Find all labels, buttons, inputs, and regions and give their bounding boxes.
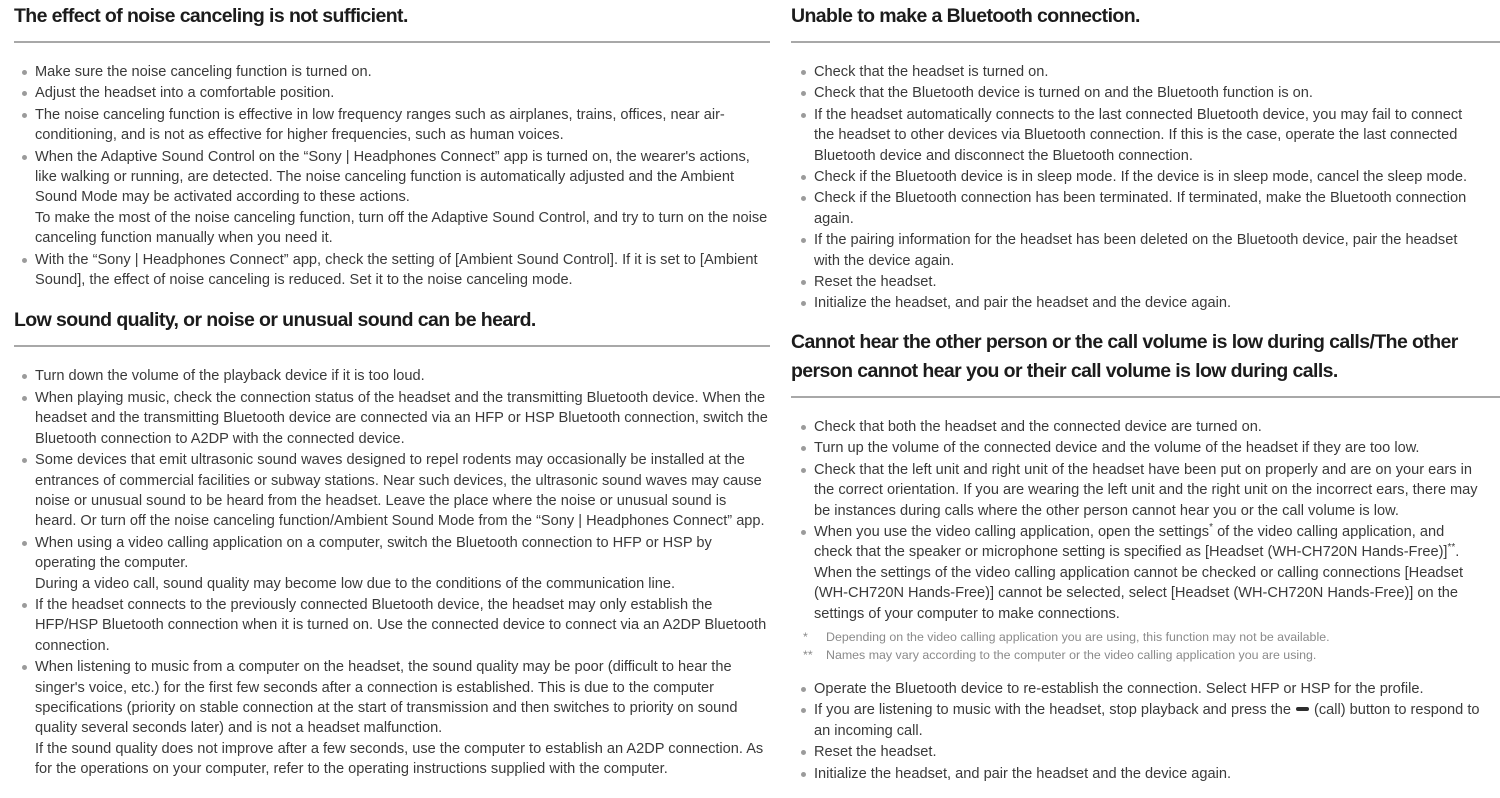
list-item [814,62,1486,82]
bullet-text: Some devices that emit ultrasonic sound waves designed to repel rodents may occasionally be installed at the entrances of commercial facilities or subway stations. Near such devices, the ultrasonic sound waves may cause noise or unusual sound to be heard from the headset. Leave the place where the noise or unusual sound is heard. Or turn off the noise canceling function/Ambient Sound Mode from the “Sony | Headphones Connect” app. [35,452,765,530]
left-column [0,2,770,798]
section-title: Unable to make a Bluetooth connection. [791,5,1140,27]
bullet-text-segment: of the video calling application, and check that the speaker or microphone setting is specified as [Headset (WH-CH720N Hands-Free)] [814,523,1448,561]
footnote-marker: ** [803,648,813,663]
bullet-text: The noise canceling function is effective in low frequency ranges such as airplanes, trains, offices, near air-conditioning, and is not as effective for higher frequencies, such as human voices. [35,106,725,144]
list-item [814,188,1486,229]
bullet-text-segment: When you use the video calling application, open the settings [814,523,1210,540]
list-item [814,293,1486,313]
bullet-text: Adjust the headset into a comfortable position. [35,85,335,102]
bullet-text: Check if the Bluetooth device is in sleep mode. If the device is in sleep mode, cancel the sleep mode. [814,169,1468,186]
section-divider [791,396,1500,398]
bullet-text: Initialize the headset, and pair the headset and the device again. [814,295,1232,312]
section-low-sound-quality [14,306,770,779]
bullet-text: To make the most of the noise canceling function, turn off the Adaptive Sound Control, and try to turn on the noise canceling function manually when you need it. [35,209,768,247]
list-item [35,657,770,779]
footnote-ref-asterisk: * [1209,522,1214,534]
bullet-text [814,700,1486,741]
bullet-list [791,417,1500,784]
footnote [800,628,1486,647]
section-divider [14,41,770,43]
section-noise-canceling-not-sufficient [14,2,770,290]
bullet-text: Turn down the volume of the playback device if it is too loud. [35,368,425,385]
list-item [814,272,1486,292]
list-item [35,366,770,386]
footnote-text: Names may vary according to the computer or the video calling application you are using. [826,648,1317,663]
bullet-text: Check that the headset is turned on. [814,64,1049,80]
bullet-text: Check that the Bluetooth device is turned on and the Bluetooth function is on. [814,85,1313,102]
list-item [814,460,1486,521]
section-title: The effect of noise canceling is not sufficient. [14,5,408,27]
bullet-text-segment: (call) button to respond to an incoming call. [814,702,1480,739]
bullet-text: Reset the headset. [814,274,937,291]
bullet-text: During a video call, sound quality may become low due to the conditions of the communication line. [35,575,676,592]
bullet-list [14,62,770,290]
bullet-text: If the pairing information for the headset has been deleted on the Bluetooth device, pair the headset with the device again. [814,232,1458,269]
list-item [35,83,770,103]
list-item [814,167,1486,187]
section-unable-bluetooth-connection [791,2,1500,314]
list-item [814,742,1486,762]
footnotes [800,628,1486,665]
list-item-call-button [814,700,1486,741]
call-button-icon [1296,707,1309,711]
footnote [800,646,1486,665]
bullet-text: Reset the headset. [814,744,937,761]
bullet-text: Check if the Bluetooth connection has been terminated. If terminated, make the Bluetooth connection again. [814,190,1467,227]
list-item [35,105,770,146]
list-item [814,764,1486,784]
section-title: Cannot hear the other person or the call volume is low during calls/The other person cannot hear you or their call volume is low during calls. [791,330,1458,382]
footnote-ref-double-asterisk: ** [1447,542,1456,554]
bullet-text: When playing music, check the connection status of the headset and the transmitting Bluetooth device. When the headset and the transmitting Bluetooth device are connected via an HFP or HSP Bluetooth connection, switch the Bluetooth connection to A2DP with the connected device. [35,389,768,447]
bullet-text: If the sound quality does not improve after a few seconds, use the computer to establish an A2DP connection. As for the operations on your computer, refer to the operating instructions supplied with the computer. [35,740,764,778]
bullet-text-segment: If you are listening to music with the headset, stop playback and press the [814,702,1291,719]
footnote-text: Depending on the video calling application you are using, this function may not be available. [826,629,1330,644]
list-item [35,450,770,532]
section-divider [791,41,1500,43]
bullet-text: Operate the Bluetooth device to re-establish the connection. Select HFP or HSP for the profile. [814,680,1424,697]
bullet-text: With the “Sony | Headphones Connect” app, check the setting of [Ambient Sound Control]. If it is set to [Ambient Sound], the effect of noise canceling is reduced. Set it to the noise canceling mode. [35,251,758,289]
bullet-text: Initialize the headset, and pair the headset and the device again. [814,765,1232,782]
list-item [35,250,770,291]
list-item [814,417,1486,437]
right-column [786,2,1500,798]
list-item [814,679,1486,699]
bullet-list [791,62,1500,314]
list-item [814,83,1486,103]
bullet-text: Check that both the headset and the connected device are turned on. [814,418,1262,435]
bullet-text: Make sure the noise canceling function is turned on. [35,64,372,80]
list-item-video-calling [803,522,1486,665]
bullet-text: If the headset automatically connects to the last connected Bluetooth device, you may fail to connect the headset to other devices via Bluetooth connection. If this is the case, operate the last connected Bluetooth device and disconnect the Bluetooth connection. [814,106,1463,164]
bullet-text: When the Adaptive Sound Control on the “Sony | Headphones Connect” app is turned on, the wearer's actions, like walking or running, are detected. The noise canceling function is automatically adjusted and the Ambient Sound Mode may be activated according to these actions. [35,148,750,206]
bullet-text: When listening to music from a computer on the headset, the sound quality may be poor (difficult to hear the singer's voice, etc.) for the first few seconds after a connection is established. This is due to the computer specifications (priority on stable connection at the start of transmission and then switches to priority on sound quality several seconds later) and is not a headset malfunction. [35,659,738,737]
list-item [35,533,770,594]
bullet-text-segment: . When the settings of the video calling application cannot be checked or calling connections [Headset (WH-CH720N Hands-Free)] cannot be selected, select [Headset (WH-CH720N Hands-Free)] on the settings of your computer to make connections. [814,544,1464,622]
bullet-text: When using a video calling application on a computer, switch the Bluetooth connection to HFP or HSP by operating the computer. [35,534,712,572]
section-cannot-hear-during-calls [791,328,1500,784]
list-item [814,230,1486,271]
bullet-text [814,522,1486,624]
bullet-text: Turn up the volume of the connected device and the volume of the headset if they are too low. [814,440,1420,457]
bullet-text: Check that the left unit and right unit of the headset have been put on properly and are on your ears in the correct orientation. If you are wearing the left unit and the right unit on the incorrect ears, there may be instances during calls where the other person cannot hear you or the call volume is low. [814,461,1478,519]
section-divider [14,345,770,347]
list-item [814,438,1486,458]
list-item [35,62,770,82]
footnote-marker: * [803,629,808,644]
list-item [814,105,1486,166]
list-item [35,595,770,656]
list-item [35,147,770,249]
section-title: Low sound quality, or noise or unusual sound can be heard. [14,309,536,332]
bullet-text: If the headset connects to the previously connected Bluetooth device, the headset may only establish the HFP/HSP Bluetooth connection when it is turned on. Use the connected device to connect via an A2DP Bluetooth connection. [35,596,767,654]
list-item [35,388,770,449]
bullet-list [14,366,770,779]
